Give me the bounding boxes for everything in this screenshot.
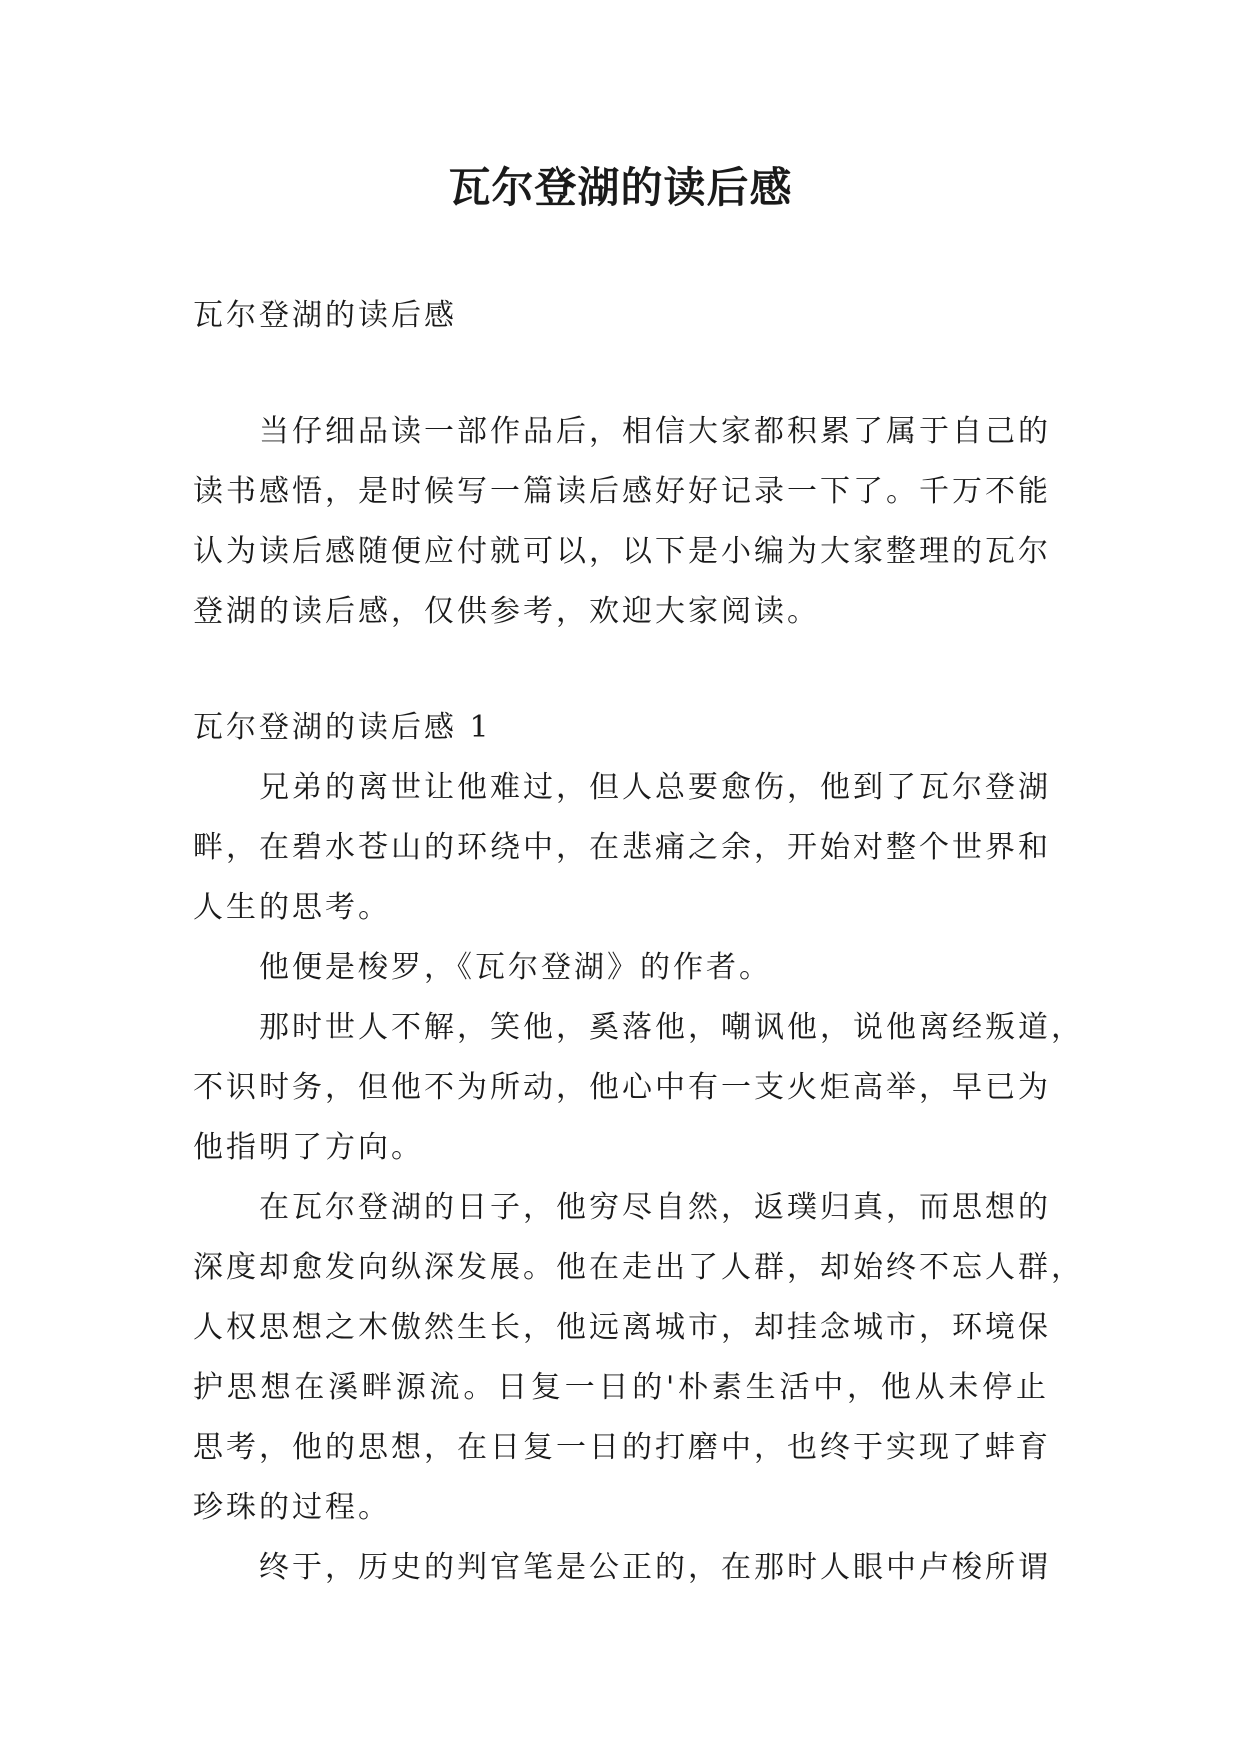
body-line: 那时世人不解，笑他，奚落他，嘲讽他，说他离经叛道， (259, 1010, 1084, 1045)
section-heading: 瓦尔登湖的读后感 1 (193, 710, 492, 745)
body-line: 不识时务，但他不为所动，他心中有一支火炬高举，早已为 (193, 1070, 1051, 1105)
document-subtitle (193, 286, 1049, 346)
body-line: 终于，历史的判官笔是公正的，在那时人眼中卢梭所谓 (259, 1550, 1051, 1585)
body-line: 珍珠的过程。 (193, 1490, 391, 1525)
body-line: 深度却愈发向纵深发展。他在走出了人群，却始终不忘人群， (193, 1250, 1084, 1285)
body-line: 兄弟的离世让他难过，但人总要愈伤，他到了瓦尔登湖 (259, 770, 1051, 805)
body-line: 人生的思考。 (193, 890, 391, 925)
body-line: 畔，在碧水苍山的环绕中，在悲痛之余，开始对整个世界和 (193, 830, 1051, 865)
body-line: 思考，他的思想，在日复一日的打磨中，也终于实现了蚌育 (193, 1430, 1051, 1465)
intro-line: 认为读后感随便应付就可以，以下是小编为大家整理的瓦尔 (193, 534, 1051, 569)
body-line: 护思想在溪畔源流。日复一日的'朴素生活中，他从未停止 (193, 1370, 1049, 1405)
body-line: 人权思想之木傲然生长，他远离城市，却挂念城市，环境保 (193, 1310, 1051, 1345)
body-line: 在瓦尔登湖的日子，他穷尽自然，返璞归真，而思想的 (259, 1190, 1051, 1225)
subtitle-line: 瓦尔登湖的读后感 (193, 298, 457, 333)
body-section (193, 698, 1084, 1598)
body-line: 他便是梭罗，《瓦尔登湖》的作者。 (259, 950, 772, 985)
intro-line: 登湖的读后感，仅供参考，欢迎大家阅读。 (193, 594, 820, 629)
intro-line: 读书感悟，是时候写一篇读后感好好记录一下了。千万不能 (193, 474, 1051, 509)
intro-paragraph (193, 402, 1049, 642)
intro-line: 当仔细品读一部作品后，相信大家都积累了属于自己的 (259, 414, 1051, 449)
document-title: 瓦尔登湖的读后感 (448, 163, 793, 212)
body-line: 他指明了方向。 (193, 1130, 424, 1165)
